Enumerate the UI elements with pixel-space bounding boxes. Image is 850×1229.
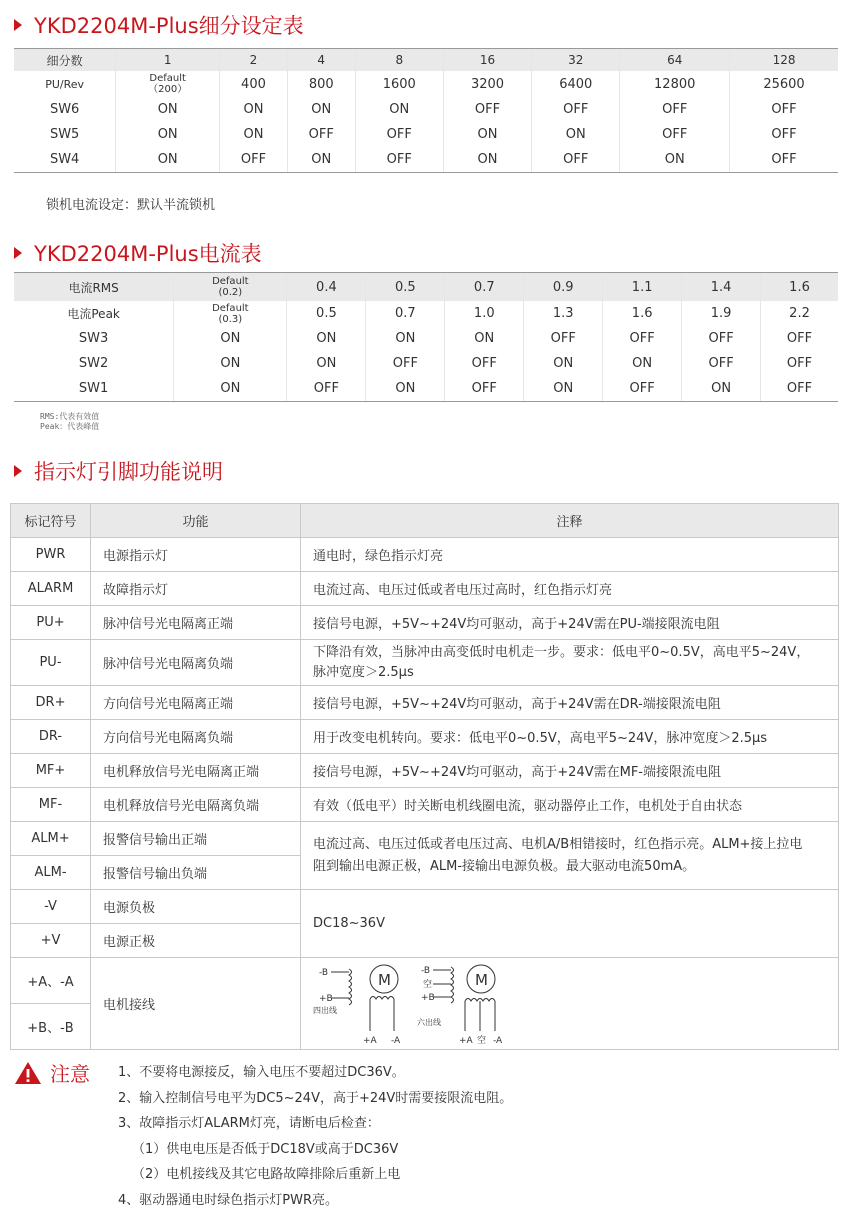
header-cell: 32 xyxy=(532,49,620,72)
table-row xyxy=(11,640,839,686)
default-value: (0.3) xyxy=(218,313,243,325)
table-row xyxy=(14,326,838,351)
table-cell: ON xyxy=(174,326,287,351)
caution-heading xyxy=(14,1058,90,1087)
pin-note xyxy=(301,822,839,890)
row-label: 电流Peak xyxy=(67,307,120,321)
table-cell: 6400 xyxy=(532,71,620,97)
pin-function: 电源指示灯 xyxy=(91,538,301,572)
section-title-text: YKD2204M-Plus细分设定表 xyxy=(34,14,304,38)
row-label: SW4 xyxy=(14,147,116,173)
table-cell: ON xyxy=(682,376,761,402)
table-cell: ON xyxy=(287,97,355,122)
section-title-pins xyxy=(14,456,223,486)
wire-label: +B xyxy=(421,992,435,1003)
header-cell: 8 xyxy=(355,49,443,72)
table-row xyxy=(14,351,838,376)
pin-note: 接信号电源，+5V~+24V均可驱动，高于+24V需在PU-端接限流电阻 xyxy=(301,606,839,640)
list-item: 1、不要将电源接反，输入电压不要超过DC36V。 xyxy=(118,1065,405,1080)
peak-footnote: Peak：代表峰值 xyxy=(40,422,100,431)
table-cell: OFF xyxy=(532,97,620,122)
rms-footnote: RMS:代表有效值 xyxy=(40,412,100,421)
table-cell: 400 xyxy=(220,71,288,97)
table-cell: OFF xyxy=(445,376,524,402)
table-cell: ON xyxy=(116,97,220,122)
table-row xyxy=(11,822,839,856)
lock-current-note: 锁机电流设定：默认半流锁机 xyxy=(46,198,216,213)
table-row xyxy=(11,720,839,754)
header-cell: 0.9 xyxy=(524,273,603,302)
table-row xyxy=(14,122,838,147)
table-cell: OFF xyxy=(730,97,838,122)
table-cell: OFF xyxy=(603,326,682,351)
default-value: (0.2) xyxy=(218,287,243,298)
pin-note xyxy=(301,640,839,686)
default-label: Default xyxy=(212,276,249,287)
pin-function: 电源正极 xyxy=(91,924,301,958)
table-header-row xyxy=(14,49,838,72)
table-cell: 1600 xyxy=(355,71,443,97)
table-row xyxy=(11,890,839,924)
pin-symbol: ALM- xyxy=(11,856,91,890)
pin-symbol: PU- xyxy=(11,640,91,686)
subdivision-table xyxy=(14,48,838,173)
table-cell: OFF xyxy=(532,147,620,173)
row-label: SW2 xyxy=(78,356,109,371)
pin-note: 有效（低电平）时关断电机线圈电流，驱动器停止工作，电机处于自由状态 xyxy=(301,788,839,822)
pin-symbol: ALARM xyxy=(11,572,91,606)
table-header-row xyxy=(14,273,838,302)
table-row xyxy=(11,788,839,822)
row-label: 电流RMS xyxy=(14,273,174,302)
header-cell: 16 xyxy=(443,49,531,72)
list-item: （1）供电电压是否低于DC18V或高于DC36V xyxy=(132,1141,399,1157)
table-cell: 1.6 xyxy=(603,301,682,326)
section-title-current xyxy=(14,238,262,268)
table-row xyxy=(14,376,838,402)
table-cell: 25600 xyxy=(730,71,838,97)
table-cell: OFF xyxy=(761,326,838,351)
table-cell: ON xyxy=(443,122,531,147)
table-cell: OFF xyxy=(445,351,524,376)
list-item: （2）电机接线及其它电路故障排除后重新上电 xyxy=(132,1167,401,1182)
table-cell: 2.2 xyxy=(761,301,838,326)
table-cell: OFF xyxy=(603,376,682,402)
pin-symbol: DR- xyxy=(11,720,91,754)
header-cell: 功能 xyxy=(91,504,301,538)
table-row xyxy=(11,538,839,572)
table-row xyxy=(11,606,839,640)
table-cell: OFF xyxy=(524,326,603,351)
header-cell: 64 xyxy=(620,49,730,72)
wiring-diagram-svg xyxy=(309,961,549,1047)
row-label: SW3 xyxy=(78,331,109,346)
wire-label: +A xyxy=(363,1035,377,1046)
table-cell: OFF xyxy=(355,122,443,147)
section-title-subdivision xyxy=(14,10,304,40)
default-label: Default xyxy=(149,73,186,84)
table-cell: ON xyxy=(524,376,603,402)
wire-label: +B xyxy=(319,993,333,1004)
triangle-bullet-icon xyxy=(14,247,22,259)
table-cell: ON xyxy=(220,97,288,122)
pin-note-line: 电流过高、电压过低或者电压过高、电机A/B相错接时，红色指示亮。ALM+接上拉电 xyxy=(313,836,803,852)
table-cell: ON xyxy=(366,326,445,351)
table-cell: ON xyxy=(366,376,445,402)
wire-label: -B xyxy=(421,965,431,976)
pin-function: 电机释放信号光电隔离正端 xyxy=(91,754,301,788)
pin-note-line: 脉冲宽度＞2.5μs xyxy=(313,664,414,680)
table-cell: OFF xyxy=(443,97,531,122)
pin-function: 电机接线 xyxy=(91,958,301,1050)
default-value: （200） xyxy=(148,84,188,95)
pin-function: 报警信号输出正端 xyxy=(91,822,301,856)
table-row xyxy=(11,572,839,606)
table-cell: OFF xyxy=(682,326,761,351)
triangle-bullet-icon xyxy=(14,465,22,477)
pin-note: 通电时，绿色指示灯亮 xyxy=(301,538,839,572)
pin-symbol: DR+ xyxy=(11,686,91,720)
table-cell: 800 xyxy=(287,71,355,97)
default-cell xyxy=(116,71,220,97)
table-cell: ON xyxy=(443,147,531,173)
table-cell: ON xyxy=(287,351,366,376)
table-cell: 1.0 xyxy=(445,301,524,326)
motor-wiring-diagram xyxy=(301,958,839,1050)
table-cell: 3200 xyxy=(443,71,531,97)
table-cell: OFF xyxy=(366,351,445,376)
section-title-text: 指示灯引脚功能说明 xyxy=(34,460,223,484)
table-cell: ON xyxy=(445,326,524,351)
table-row xyxy=(11,754,839,788)
pin-symbol: +A、-A xyxy=(11,958,91,1004)
pin-function: 报警信号输出负端 xyxy=(91,856,301,890)
header-cell: 1.1 xyxy=(603,273,682,302)
pin-symbol: ALM+ xyxy=(11,822,91,856)
table-cell: ON xyxy=(116,147,220,173)
pin-symbol: PWR xyxy=(11,538,91,572)
wire-label: +A xyxy=(459,1035,473,1046)
table-cell: OFF xyxy=(730,122,838,147)
default-cell xyxy=(174,301,287,326)
table-cell: OFF xyxy=(220,147,288,173)
table-cell: ON xyxy=(174,376,287,402)
pin-note: 用于改变电机转向。要求：低电平0~0.5V，高电平5~24V，脉冲宽度＞2.5μs xyxy=(301,720,839,754)
row-label: PU/Rev xyxy=(45,77,85,91)
pin-symbol: MF+ xyxy=(11,754,91,788)
header-cell: 1.4 xyxy=(682,273,761,302)
table-cell: 0.7 xyxy=(366,301,445,326)
table-row xyxy=(11,686,839,720)
pin-symbol: +B、-B xyxy=(11,1004,91,1050)
wire-label: 空 xyxy=(477,1035,487,1046)
pin-function: 脉冲信号光电隔离正端 xyxy=(91,606,301,640)
section-title-text: YKD2204M-Plus电流表 xyxy=(34,242,262,266)
default-label: Default xyxy=(212,302,249,314)
header-cell: 1.6 xyxy=(761,273,838,302)
header-cell: 0.5 xyxy=(366,273,445,302)
header-cell: 128 xyxy=(730,49,838,72)
table-cell: 0.5 xyxy=(287,301,366,326)
table-row xyxy=(14,71,838,97)
four-wire-label: 四出线 xyxy=(313,1005,337,1015)
table-cell: 1.9 xyxy=(682,301,761,326)
table-row xyxy=(14,147,838,173)
pin-symbol: PU+ xyxy=(11,606,91,640)
list-item: 4、驱动器通电时绿色指示灯PWR亮。 xyxy=(118,1192,338,1208)
table-cell: ON xyxy=(620,147,730,173)
wire-label: 空 xyxy=(423,979,433,990)
header-cell: 0.7 xyxy=(445,273,524,302)
table-cell: ON xyxy=(174,351,287,376)
header-cell: 0.4 xyxy=(287,273,366,302)
default-cell xyxy=(174,273,287,302)
pin-note: DC18~36V xyxy=(301,890,839,958)
pin-function: 故障指示灯 xyxy=(91,572,301,606)
table-row xyxy=(14,97,838,122)
table-row xyxy=(14,301,838,326)
pin-function: 方向信号光电隔离负端 xyxy=(91,720,301,754)
table-cell: ON xyxy=(287,326,366,351)
wire-label: -B xyxy=(319,967,329,978)
motor-m-label: M xyxy=(475,970,488,989)
table-cell: ON xyxy=(220,122,288,147)
triangle-bullet-icon xyxy=(14,19,22,31)
table-cell: OFF xyxy=(761,376,838,402)
pin-note: 接信号电源，+5V~+24V均可驱动，高于+24V需在MF-端接限流电阻 xyxy=(301,754,839,788)
row-label: SW1 xyxy=(14,376,174,402)
table-cell: OFF xyxy=(761,351,838,376)
table-cell: ON xyxy=(116,122,220,147)
row-label: SW5 xyxy=(49,127,80,142)
warning-icon xyxy=(14,1061,42,1085)
table-row xyxy=(11,958,839,1004)
table-cell: OFF xyxy=(730,147,838,173)
table-cell: OFF xyxy=(682,351,761,376)
six-wire-label: 六出线 xyxy=(417,1017,441,1027)
row-label: SW6 xyxy=(49,102,80,117)
current-table xyxy=(14,272,838,402)
header-cell: 细分数 xyxy=(14,49,116,72)
pin-table xyxy=(10,503,839,1050)
header-cell: 2 xyxy=(220,49,288,72)
header-cell: 4 xyxy=(287,49,355,72)
list-item: 2、输入控制信号电平为DC5~24V，高于+24V时需要接限流电阻。 xyxy=(118,1090,513,1106)
table-cell: ON xyxy=(524,351,603,376)
wire-label: -A xyxy=(391,1035,401,1046)
table-cell: OFF xyxy=(287,122,355,147)
pin-note-line: 阻到输出电源正极，ALM-接输出电源负极。最大驱动电流50mA。 xyxy=(313,858,696,874)
table-cell: ON xyxy=(287,147,355,173)
header-cell: 注释 xyxy=(301,504,839,538)
table-cell: ON xyxy=(532,122,620,147)
pin-symbol: +V xyxy=(11,924,91,958)
pin-note: 电流过高、电压过低或者电压过高时，红色指示灯亮 xyxy=(301,572,839,606)
pin-note-line: 下降沿有效，当脉冲由高变低时电机走一步。要求：低电平0~0.5V，高电平5~24V， xyxy=(313,644,810,660)
table-cell: 12800 xyxy=(620,71,730,97)
motor-m-label: M xyxy=(378,970,391,989)
table-cell: ON xyxy=(355,97,443,122)
wire-label: -A xyxy=(493,1035,503,1046)
table-cell: OFF xyxy=(620,122,730,147)
pin-symbol: MF- xyxy=(11,788,91,822)
table-header-row xyxy=(11,504,839,538)
notes-list xyxy=(118,1060,512,1213)
table-cell: OFF xyxy=(620,97,730,122)
pin-symbol: -V xyxy=(11,890,91,924)
table-cell: OFF xyxy=(355,147,443,173)
pin-function: 脉冲信号光电隔离负端 xyxy=(91,640,301,686)
pin-function: 电机释放信号光电隔离负端 xyxy=(91,788,301,822)
table-cell: ON xyxy=(603,351,682,376)
header-cell: 标记符号 xyxy=(11,504,91,538)
header-cell: 1 xyxy=(116,49,220,72)
list-item: 3、故障指示灯ALARM灯亮，请断电后检查： xyxy=(118,1116,380,1131)
caution-title: 注意 xyxy=(50,1062,90,1086)
table-cell: 1.3 xyxy=(524,301,603,326)
table-cell: OFF xyxy=(287,376,366,402)
pin-note: 接信号电源，+5V~+24V均可驱动，高于+24V需在DR-端接限流电阻 xyxy=(301,686,839,720)
pin-function: 电源负极 xyxy=(91,890,301,924)
pin-function: 方向信号光电隔离正端 xyxy=(91,686,301,720)
